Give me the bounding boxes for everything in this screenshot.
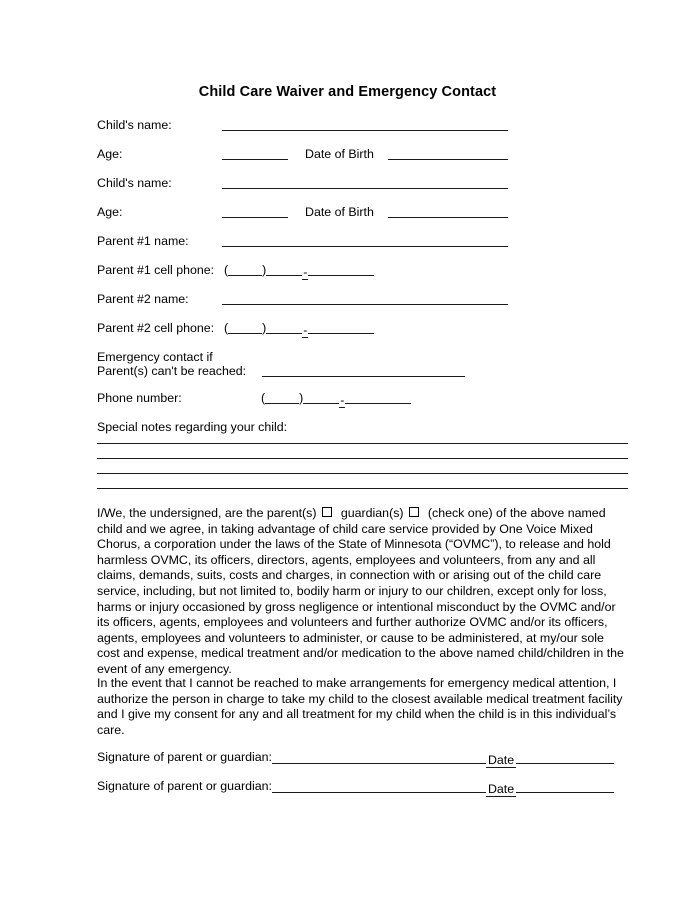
field-child2-age-input-rule[interactable] <box>222 217 288 218</box>
child2-dob-label-text: Date of Birth <box>305 205 374 219</box>
medical-consent-paragraph <box>97 676 629 738</box>
special-notes-line-2[interactable] <box>97 458 628 459</box>
parent2-phone-label-text: Parent #2 cell phone: <box>97 321 215 335</box>
waiver-paragraph <box>97 506 629 678</box>
emergency-contact-label-text-1: Emergency contact if <box>97 350 213 364</box>
field-parent2-name-input-rule[interactable] <box>222 304 508 305</box>
parent-checkbox[interactable] <box>322 507 332 517</box>
field-parent1-phone-label <box>97 263 214 277</box>
signature-1-date-input-rule[interactable] <box>516 763 614 764</box>
field-parent1-name-label <box>97 234 189 248</box>
signature-2-input-rule[interactable] <box>272 792 486 793</box>
phone-area-code-blank[interactable] <box>228 333 262 334</box>
child2-name-label-text: Child's name: <box>97 176 172 190</box>
field-parent1-name-input-rule[interactable] <box>222 246 508 247</box>
parent1-phone-label-text: Parent #1 cell phone: <box>97 263 215 277</box>
phone-line-number-blank[interactable] <box>308 275 374 276</box>
child1-dob-label-text: Date of Birth <box>305 147 374 161</box>
phone-dash: - <box>340 393 345 407</box>
phone-close-paren: ) <box>299 391 304 405</box>
phone-prefix-blank[interactable] <box>303 403 339 404</box>
waiver-intro-text: I/We, the undersigned, are the parent(s) <box>97 506 317 520</box>
signature-2-date-input-rule[interactable] <box>516 792 614 793</box>
phone-close-paren: ) <box>262 263 267 277</box>
special-notes-line-3[interactable] <box>97 473 628 474</box>
signature-2-label: Signature of parent or guardian: <box>97 779 272 793</box>
field-child1-age-label <box>97 147 123 161</box>
phone-prefix-blank[interactable] <box>266 275 302 276</box>
phone-open-paren: ( <box>224 321 229 335</box>
field-parent2-phone-input[interactable] <box>224 321 374 338</box>
parent1-name-label-text: Parent #1 name: <box>97 234 189 248</box>
phone-dash: - <box>303 323 308 337</box>
signature-1-input-rule[interactable] <box>272 763 486 764</box>
phone-close-paren: ) <box>262 321 267 335</box>
field-child2-dob-label <box>305 205 374 219</box>
child1-age-label-text: Age: <box>97 147 123 161</box>
phone-open-paren: ( <box>261 391 266 405</box>
signature-row-2 <box>97 779 614 797</box>
field-child2-name-input-rule[interactable] <box>222 188 508 189</box>
guardian-checkbox[interactable] <box>409 507 419 517</box>
field-emergency-contact-label-line2 <box>97 364 246 378</box>
child2-age-label-text: Age: <box>97 205 123 219</box>
signature-row-1 <box>97 750 614 768</box>
signature-2-date-label: Date <box>487 782 515 796</box>
field-child1-name-label <box>97 118 172 132</box>
child1-name-label-text: Child's name: <box>97 118 172 132</box>
phone-prefix-blank[interactable] <box>266 333 302 334</box>
field-special-notes-label <box>97 420 287 434</box>
field-emergency-phone-label <box>97 391 182 405</box>
signature-1-date-label: Date <box>487 753 515 767</box>
special-notes-line-1[interactable] <box>97 443 628 444</box>
special-notes-line-4[interactable] <box>97 488 628 489</box>
page-title: Child Care Waiver and Emergency Contact <box>198 84 497 100</box>
signature-1-label: Signature of parent or guardian: <box>97 750 272 764</box>
phone-open-paren: ( <box>224 263 229 277</box>
field-child1-age-input-rule[interactable] <box>222 159 288 160</box>
field-child2-name-label <box>97 176 172 190</box>
waiver-body-text: (check one) of the above named child and we agree, in taking advantage of child care service provided by One Voice Mixed Chorus, a corporation under the laws of the State of Minnesota (“OVMC”), to release and hold harmless OVMC, its officers, directors, agents, employees and volunteers, from any and all claims, demands, suits, costs and charges, in connection with or arising out of the child care service, including, but not limited to, bodily harm or injury to our children, except only for loss, harms or injury occasioned by gross negligence or intentional misconduct by the OVMC and/or its officers, agents, employees and volunteers and further authorize OVMC and/or its officers, agents, employees and volunteers to administer, or cause to be administered, at my/our sole cost and expense, medical treatment and/or medication to the above named child/children in the event of any emergency. <box>97 506 624 676</box>
phone-area-code-blank[interactable] <box>265 403 299 404</box>
field-parent2-name-label <box>97 292 189 306</box>
field-child1-name-input-rule[interactable] <box>222 130 508 131</box>
field-emergency-phone-input[interactable] <box>261 391 411 408</box>
field-emergency-contact-label-line1 <box>97 350 213 364</box>
field-parent2-phone-label <box>97 321 214 335</box>
guardian-label-text: guardian(s) <box>340 506 404 520</box>
phone-dash: - <box>303 265 308 279</box>
phone-line-number-blank[interactable] <box>345 403 411 404</box>
field-child2-dob-input-rule[interactable] <box>388 217 508 218</box>
field-child2-age-label <box>97 205 123 219</box>
parent2-name-label-text: Parent #2 name: <box>97 292 189 306</box>
phone-line-number-blank[interactable] <box>308 333 374 334</box>
field-child1-dob-label <box>305 147 374 161</box>
field-emergency-contact-input-rule[interactable] <box>262 376 465 377</box>
emergency-contact-label-text-2: Parent(s) can't be reached: <box>97 364 247 378</box>
field-parent1-phone-input[interactable] <box>224 263 374 280</box>
phone-area-code-blank[interactable] <box>228 275 262 276</box>
special-notes-label-text: Special notes regarding your child: <box>97 420 288 434</box>
medical-consent-text: In the event that I cannot be reached to make arrangements for emergency medical attention, I authorize the person in charge to take my child to the closest available medical treatment facility and I give my consent for any and all treatment for my child when the child is in this individual’s care. <box>97 676 623 737</box>
field-child1-dob-input-rule[interactable] <box>388 159 508 160</box>
emergency-phone-label-text: Phone number: <box>97 391 182 405</box>
